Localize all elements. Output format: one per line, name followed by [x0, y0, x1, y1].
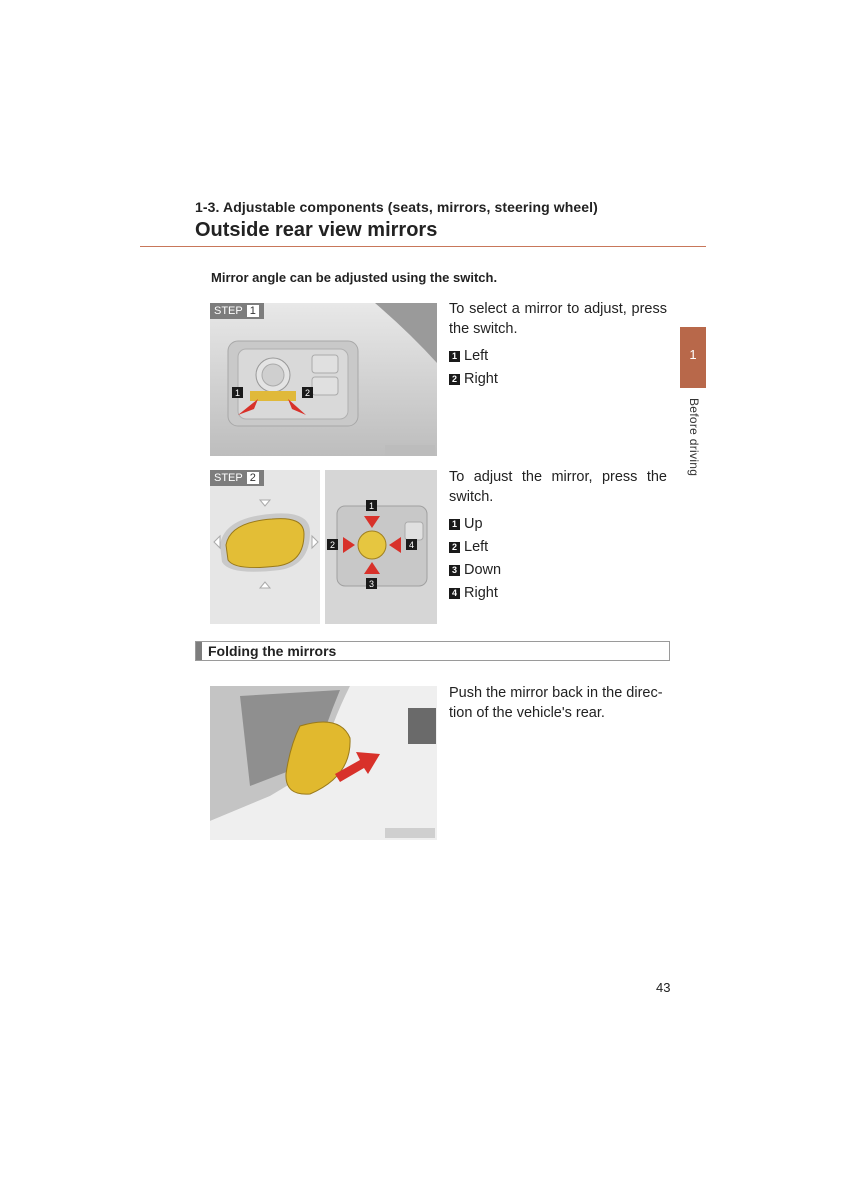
step2-badge-num: 2	[246, 471, 260, 485]
number-icon: 2	[449, 374, 460, 385]
title-rule	[140, 246, 706, 247]
step1-figure	[210, 303, 437, 456]
folding-heading	[195, 641, 670, 661]
list-item	[449, 559, 501, 582]
step1-text: To select a mirror to adjust, press the switch.	[449, 301, 667, 337]
mirror-adjust-illustration	[210, 470, 437, 624]
svg-text:2: 2	[329, 540, 336, 550]
step2-badge-word: STEP	[214, 472, 243, 484]
step1-badge	[210, 303, 264, 319]
step1-list	[449, 345, 498, 391]
svg-text:1: 1	[234, 388, 241, 398]
page-number: 43	[656, 980, 671, 995]
list-item-label: Right	[464, 371, 498, 387]
list-item-label: Left	[464, 348, 489, 364]
chapter-tab-label: Before driving	[687, 398, 701, 477]
folding-heading-text: Folding the mirrors	[208, 643, 337, 659]
step1-badge-num: 1	[246, 304, 260, 318]
mirror-select-switch-illustration	[210, 303, 437, 456]
number-icon: 4	[449, 588, 460, 599]
heading-bar	[196, 642, 202, 660]
list-item	[449, 345, 498, 368]
folding-mirror-illustration	[210, 686, 437, 840]
folding-text	[449, 683, 671, 723]
step2-text: To adjust the mirror, press the switch.	[449, 469, 667, 505]
intro-text: Mirror angle can be adjusted using the switch.	[211, 270, 498, 285]
page-title: Outside rear view mirrors	[195, 219, 438, 241]
chapter-tab[interactable]: 1	[680, 327, 706, 388]
number-icon: 2	[449, 542, 460, 553]
folding-text-line1: Push the mirror back in the direc-	[449, 685, 663, 701]
step2-badge	[210, 470, 264, 486]
svg-text:1: 1	[368, 501, 375, 511]
list-item-label: Right	[464, 585, 498, 601]
list-item	[449, 513, 501, 536]
list-item-label: Left	[464, 539, 489, 555]
list-item	[449, 368, 498, 391]
list-item-label: Down	[464, 562, 502, 578]
list-item	[449, 582, 501, 605]
folding-text-line2: tion of the vehicle's rear.	[449, 705, 605, 721]
number-icon: 1	[449, 519, 460, 530]
number-icon: 1	[449, 351, 460, 362]
list-item	[449, 536, 501, 559]
list-item-label: Up	[464, 516, 483, 532]
svg-text:3: 3	[368, 579, 375, 589]
step2-figure	[210, 470, 437, 624]
section-label: 1-3. Adjustable components (seats, mirrors, steering wheel)	[195, 199, 598, 215]
step2-list	[449, 513, 501, 605]
step1-badge-word: STEP	[214, 305, 243, 317]
svg-text:2: 2	[304, 388, 311, 398]
svg-text:4: 4	[408, 540, 415, 550]
number-icon: 3	[449, 565, 460, 576]
folding-figure	[210, 686, 437, 840]
